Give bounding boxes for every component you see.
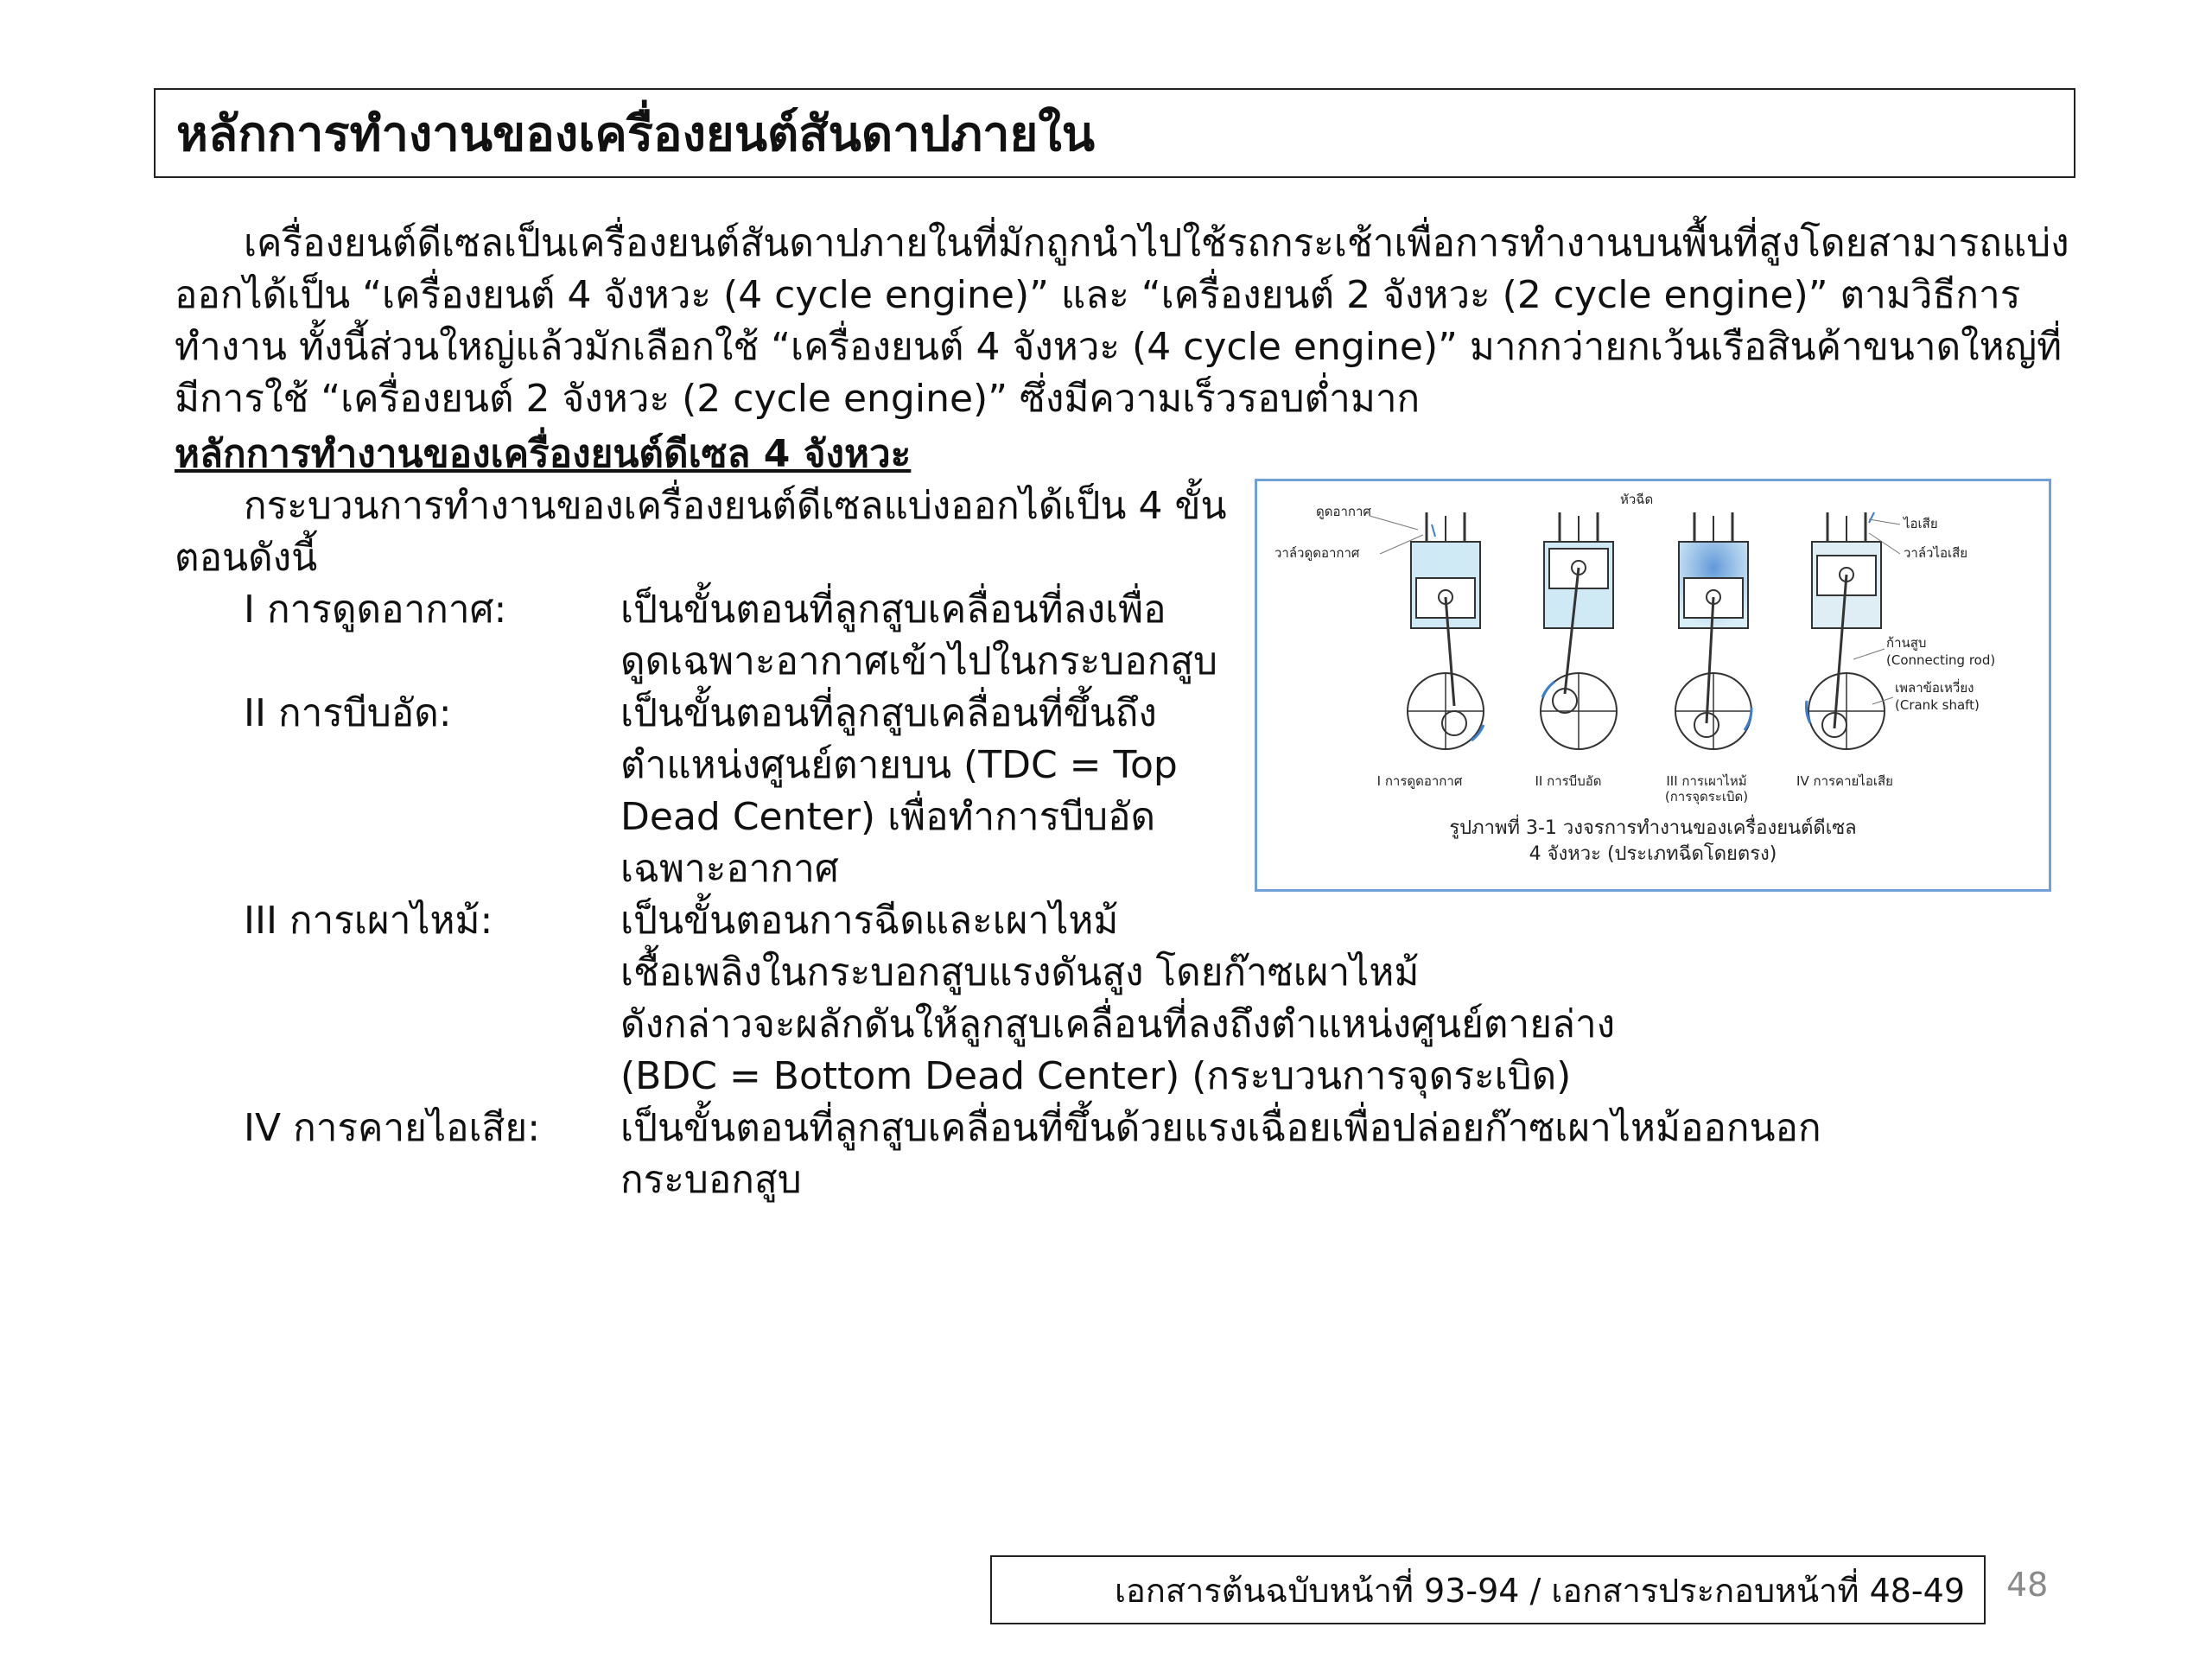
cylinder-combustion [1675,512,1751,749]
engine-cycle-figure [1255,479,2051,892]
section-subheading: หลักการทำงานของเครื่องยนต์ดีเซล 4 จังหวะ [175,432,912,476]
step-3-line: (BDC = Bottom Dead Center) (กระบวนการจุดระเบิด) [620,1054,1572,1098]
label-connecting-rod-th: ก้านสูบ [1886,635,1927,651]
stage-3-note: (การจุดระเบิด) [1664,789,1749,804]
step-1-desc [620,584,1217,688]
step-2-label: II การบีบอัด: [244,691,452,735]
page-title: หลักการทำงานของเครื่องยนต์สันดาปภายใน [176,105,1095,162]
page-number: 48 [2006,1566,2049,1604]
step-4-label: IV การคายไอเสีย: [244,1106,541,1150]
title-box [154,88,2075,178]
step-2-line: เฉพาะอากาศ [620,847,839,891]
label-intake-valve: วาล์วดูดอากาศ [1274,545,1360,561]
step-2-line: Dead Center) เพื่อทำการบีบอัด [620,795,1156,839]
step-2-line: ตำแหน่งศูนย์ตายบน (TDC = Top [620,743,1178,787]
step-1-label: I การดูดอากาศ: [244,588,507,632]
label-crankshaft-th: เพลาข้อเหวี่ยง [1895,680,1974,696]
stage-label-4: IV การคายไอเสีย [1796,773,1893,789]
step-3-line: เชื้อเพลิงในกระบอกสูบแรงดันสูง โดยก๊าซเผาไหม้ [620,950,1420,995]
step-3-desc [620,895,1615,1103]
figure-caption-line-1: รูปภาพที่ 3-1 วงจรการทำงานของเครื่องยนต์ดีเซล [1449,817,1857,839]
step-4-desc [620,1103,1821,1206]
footer-reference-box [990,1555,1986,1624]
cylinder-intake [1408,512,1484,749]
step-2-desc [620,688,1178,895]
step-3-label: III การเผาไหม้: [244,899,493,943]
intro-text: เครื่องยนต์ดีเซลเป็นเครื่องยนต์สันดาปภายในที่มักถูกนำไปใช้รถกระเช้าเพื่อการทำงานบนพื้นที่สูงโดยสามารถแบ่งออกได้เป็น “เครื่องยนต์ 4 จังหวะ (4 cycle engine)” และ “เครื่องยนต์ 2 จังหวะ (2 cycle engine)” ตามวิธีการทำงาน ทั้งนี้ส่วนใหญ่แล้วมักเลือกใช้ “เครื่องยนต์ 4 จังหวะ (4 cycle engine)” มากกว่ายกเว้นเรือสินค้าขนาดใหญ่ที่มีการใช้ “เครื่องยนต์ 2 จังหวะ (2 cycle engine)” ซึ่งมีความเร็วรอบต่ำมาก [175,221,2069,421]
intro-paragraph [175,218,2075,425]
stage-label-2: II การบีบอัด [1535,773,1602,789]
process-intro-text: กระบวนการทำงานของเครื่องยนต์ดีเซลแบ่งออกได้เป็น 4 ขั้นตอนดังนี้ [175,484,1227,580]
label-intake-air: ดูดอากาศ [1316,504,1371,519]
stage-label-1: I การดูดอากาศ [1376,773,1463,789]
stage-label-3: III การเผาไหม้ [1666,773,1747,789]
cylinder-exhaust [1807,512,1885,749]
process-intro [175,480,1246,584]
step-1-line: ดูดเฉพาะอากาศเข้าไปในกระบอกสูบ [620,639,1218,683]
step-1-line: เป็นขั้นตอนที่ลูกสูบเคลื่อนที่ลงเพื่อ [620,588,1166,632]
step-2-line: เป็นขั้นตอนที่ลูกสูบเคลื่อนที่ขึ้นถึง [620,691,1157,735]
label-injector: หัวฉีด [1620,492,1654,507]
footer-reference: เอกสารต้นฉบับหน้าที่ 93-94 / เอกสารประกอบหน้าที่ 48-49 [1115,1571,1965,1610]
figure-caption-line-2: 4 จังหวะ (ประเภทฉีดโดยตรง) [1529,843,1777,865]
step-3-line: เป็นขั้นตอนการฉีดและเผาไหม้ [620,899,1119,943]
label-exhaust-valve: วาล์วไอเสีย [1904,545,1968,561]
step-3-line: ดังกล่าวจะผลักดันให้ลูกสูบเคลื่อนที่ลงถึงตำแหน่งศูนย์ตายล่าง [620,1002,1616,1046]
cylinder-compression [1541,512,1617,749]
step-4-line: เป็นขั้นตอนที่ลูกสูบเคลื่อนที่ขึ้นด้วยแรงเฉื่อยเพื่อปล่อยก๊าซเผาไหม้ออกนอก [620,1106,1821,1150]
label-crankshaft-en: (Crank shaft) [1895,697,1980,713]
label-connecting-rod-en: (Connecting rod) [1886,652,1996,668]
label-exhaust: ไอเสีย [1904,516,1938,531]
step-4-line: กระบอกสูบ [620,1158,802,1202]
